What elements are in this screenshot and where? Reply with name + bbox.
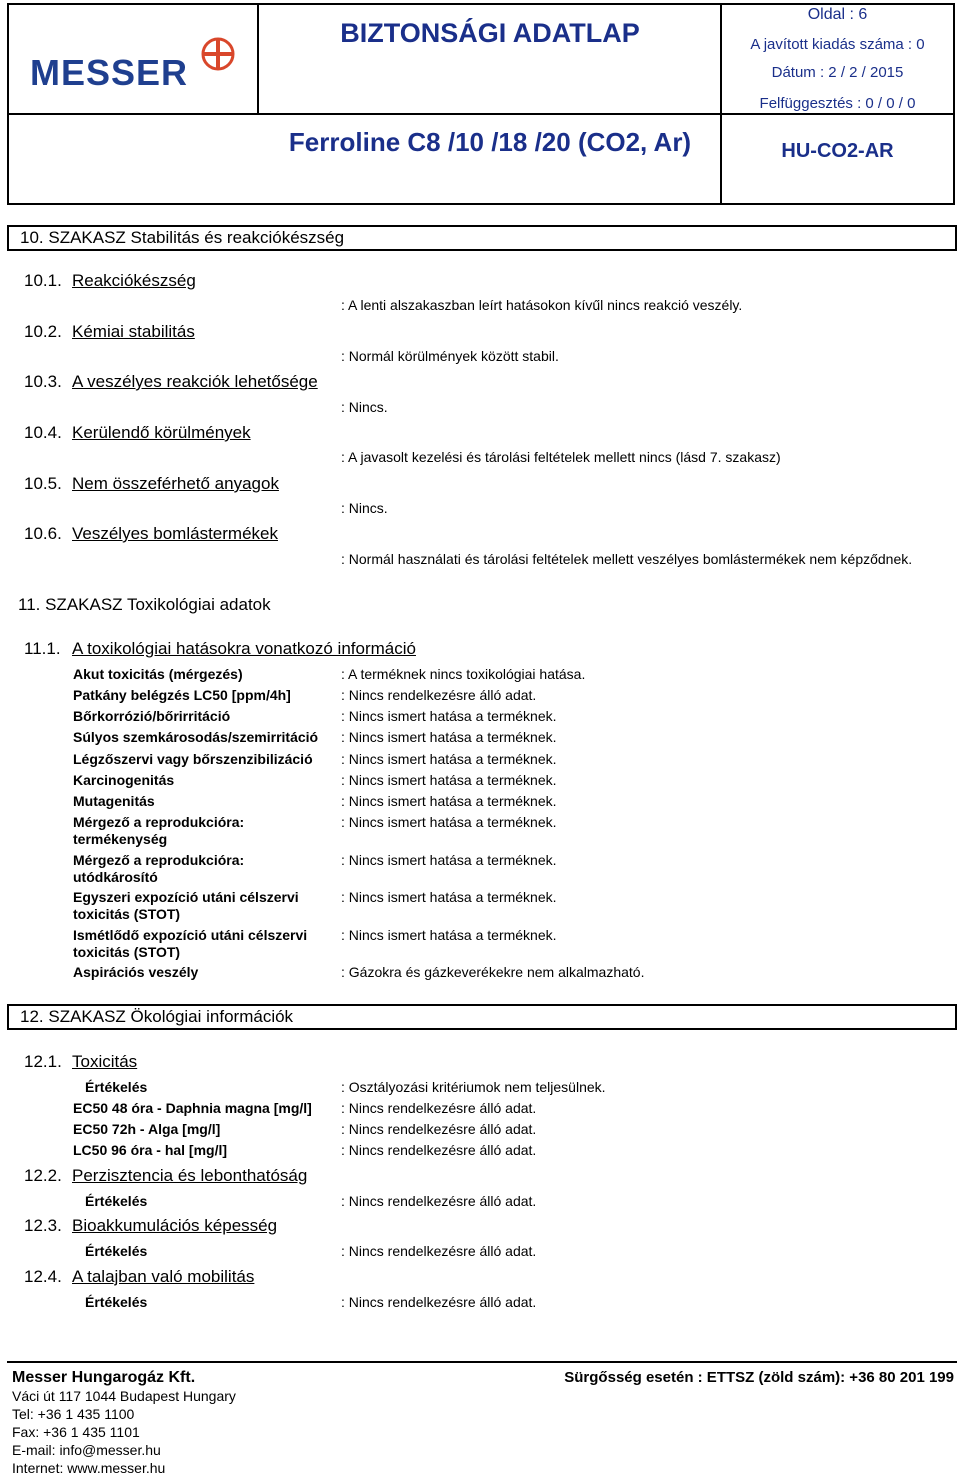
s10-4-number: 10.4.: [24, 423, 62, 442]
s12-3-number: 12.3.: [24, 1216, 62, 1235]
eco-label-daphnia: EC50 48 óra - Daphnia magna [mg/l]: [73, 1100, 312, 1116]
messer-logo-text: MESSER: [30, 52, 189, 93]
s10-2-value: : Normál körülmények között stabil.: [341, 348, 559, 364]
s12-2-number: 12.2.: [24, 1166, 62, 1185]
section-10-title: 10. SZAKASZ Stabilitás és reakciókészség: [7, 225, 957, 251]
eco-label-bioaccumulation: Értékelés: [85, 1243, 148, 1259]
tox-value-aspiration: : Gázokra és gázkeverékekre nem alkalmazható.: [341, 964, 645, 980]
tox-label-fertility: Mérgező a reprodukcióra: termékenység: [73, 814, 245, 847]
s10-4-label: Kerülendő körülmények: [72, 423, 251, 442]
s10-2-label: Kémiai stabilitás: [72, 322, 195, 341]
footer-fax: Fax: +36 1 435 1101: [12, 1424, 140, 1440]
tox-value-mutagenicity: : Nincs ismert hatása a terméknek.: [341, 793, 557, 809]
messer-logo-icon: [200, 36, 236, 72]
s12-4-number: 12.4.: [24, 1267, 62, 1286]
s10-1-value: : A lenti alszakaszban leírt hatásokon kívűl nincs reakció veszély.: [341, 297, 743, 313]
document-title: BIZTONSÁGI ADATLAP: [340, 18, 640, 48]
footer-company: Messer Hungarogáz Kft.: [12, 1369, 196, 1386]
suspension-date: Felfüggesztés : 0 / 0 / 0: [759, 95, 916, 112]
tox-label-stot-single: Egyszeri expozíció utáni célszervi toxicitás (STOT): [73, 889, 299, 922]
s10-6-value: : Normál használati és tárolási feltételek mellett veszélyes bomlástermékek nem képződnek.: [341, 551, 913, 567]
tox-value-stot-single: : Nincs ismert hatása a terméknek.: [341, 889, 557, 905]
s10-5-number: 10.5.: [24, 474, 62, 493]
tox-label-aspiration: Aspirációs veszély: [73, 964, 199, 980]
eco-label-algae: EC50 72h - Alga [mg/l]: [73, 1121, 221, 1137]
tox-label-offspring: Mérgező a reprodukcióra: utódkárosító: [73, 852, 245, 885]
eco-value-assessment: : Osztályozási kritériumok nem teljesülnek.: [341, 1079, 606, 1095]
eco-label-assessment: Értékelés: [85, 1079, 148, 1095]
s10-3-value: : Nincs.: [341, 399, 388, 415]
s10-1-number: 10.1.: [24, 271, 62, 290]
s10-5-value: : Nincs.: [341, 500, 388, 516]
s10-2-number: 10.2.: [24, 322, 62, 341]
section-11-title: 11. SZAKASZ Toxikológiai adatok: [18, 595, 271, 614]
s10-5-label: Nem összeférhető anyagok: [72, 474, 279, 493]
product-name: Ferroline C8 /10 /18 /20 (CO2, Ar): [288, 127, 692, 157]
tox-value-lc50: : Nincs rendelkezésre álló adat.: [341, 687, 537, 703]
eco-label-fish: LC50 96 óra - hal [mg/l]: [73, 1142, 228, 1158]
revision-number: A javított kiadás száma : 0: [750, 36, 925, 53]
eco-value-persistence: : Nincs rendelkezésre álló adat.: [341, 1193, 537, 1209]
tox-label-eye: Súlyos szemkárosodás/szemirritáció: [73, 729, 319, 745]
eco-value-fish: : Nincs rendelkezésre álló adat.: [341, 1142, 537, 1158]
s11-1-number: 11.1.: [24, 639, 61, 658]
tox-label-acute: Akut toxicitás (mérgezés): [73, 666, 243, 682]
tox-value-stot-repeated: : Nincs ismert hatása a terméknek.: [341, 927, 557, 943]
eco-value-daphnia: : Nincs rendelkezésre álló adat.: [341, 1100, 537, 1116]
header-divider: [7, 113, 955, 115]
eco-value-mobility: : Nincs rendelkezésre álló adat.: [341, 1294, 537, 1310]
s12-2-label: Perzisztencia és lebonthatóság: [72, 1166, 308, 1185]
s10-6-label: Veszélyes bomlástermékek: [72, 524, 278, 543]
s12-3-label: Bioakkumulációs képesség: [72, 1216, 278, 1235]
s10-1-label: Reakciókészség: [72, 271, 196, 290]
section-12-title: 12. SZAKASZ Ökológiai információk: [7, 1004, 957, 1030]
s12-1-label: Toxicitás: [72, 1052, 138, 1071]
tox-label-stot-repeated: Ismétlődő expozíció utáni célszervi toxicitás (STOT): [73, 927, 308, 960]
tox-label-skin: Bőrkorrózió/bőrirritáció: [73, 708, 231, 724]
tox-label-lc50: Patkány belégzés LC50 [ppm/4h]: [73, 687, 291, 703]
issue-date: Dátum : 2 / 2 / 2015: [771, 64, 904, 81]
tox-value-eye: : Nincs ismert hatása a terméknek.: [341, 729, 557, 745]
footer-tel: Tel: +36 1 435 1100: [12, 1406, 135, 1422]
s10-6-number: 10.6.: [24, 524, 62, 543]
tox-label-mutagenicity: Mutagenitás: [73, 793, 155, 809]
eco-label-mobility: Értékelés: [85, 1294, 148, 1310]
tox-value-carcinogenicity: : Nincs ismert hatása a terméknek.: [341, 772, 557, 788]
tox-value-skin: : Nincs ismert hatása a terméknek.: [341, 708, 557, 724]
footer-address: Váci út 117 1044 Budapest Hungary: [12, 1388, 236, 1404]
footer-divider: [7, 1361, 957, 1363]
document-code: HU-CO2-AR: [781, 140, 894, 162]
s10-4-value: : A javasolt kezelési és tárolási feltételek mellett nincs (lásd 7. szakasz): [341, 449, 781, 465]
s12-4-label: A talajban való mobilitás: [72, 1267, 255, 1286]
s10-3-label: A veszélyes reakciók lehetősége: [72, 372, 318, 391]
s11-1-label: A toxikológiai hatásokra vonatkozó információ: [72, 639, 416, 658]
eco-label-persistence: Értékelés: [85, 1193, 148, 1209]
s12-1-number: 12.1.: [24, 1052, 62, 1071]
tox-label-sensitisation: Légzőszervi vagy bőrszenzibilizáció: [73, 751, 313, 767]
page-number: Oldal : 6: [807, 6, 868, 23]
s10-3-number: 10.3.: [24, 372, 62, 391]
eco-value-algae: : Nincs rendelkezésre álló adat.: [341, 1121, 537, 1137]
footer-emergency: Sürgősség esetén : ETTSZ (zöld szám): +36 80 201 199: [564, 1369, 954, 1386]
tox-label-carcinogenicity: Karcinogenitás: [73, 772, 175, 788]
tox-value-offspring: : Nincs ismert hatása a terméknek.: [341, 852, 557, 868]
footer-email: E-mail: info@messer.hu: [12, 1442, 161, 1458]
tox-value-sensitisation: : Nincs ismert hatása a terméknek.: [341, 751, 557, 767]
eco-value-bioaccumulation: : Nincs rendelkezésre álló adat.: [341, 1243, 537, 1259]
tox-value-fertility: : Nincs ismert hatása a terméknek.: [341, 814, 557, 830]
tox-value-acute: : A terméknek nincs toxikológiai hatása.: [341, 666, 586, 682]
footer-internet: Internet: www.messer.hu: [12, 1460, 166, 1476]
